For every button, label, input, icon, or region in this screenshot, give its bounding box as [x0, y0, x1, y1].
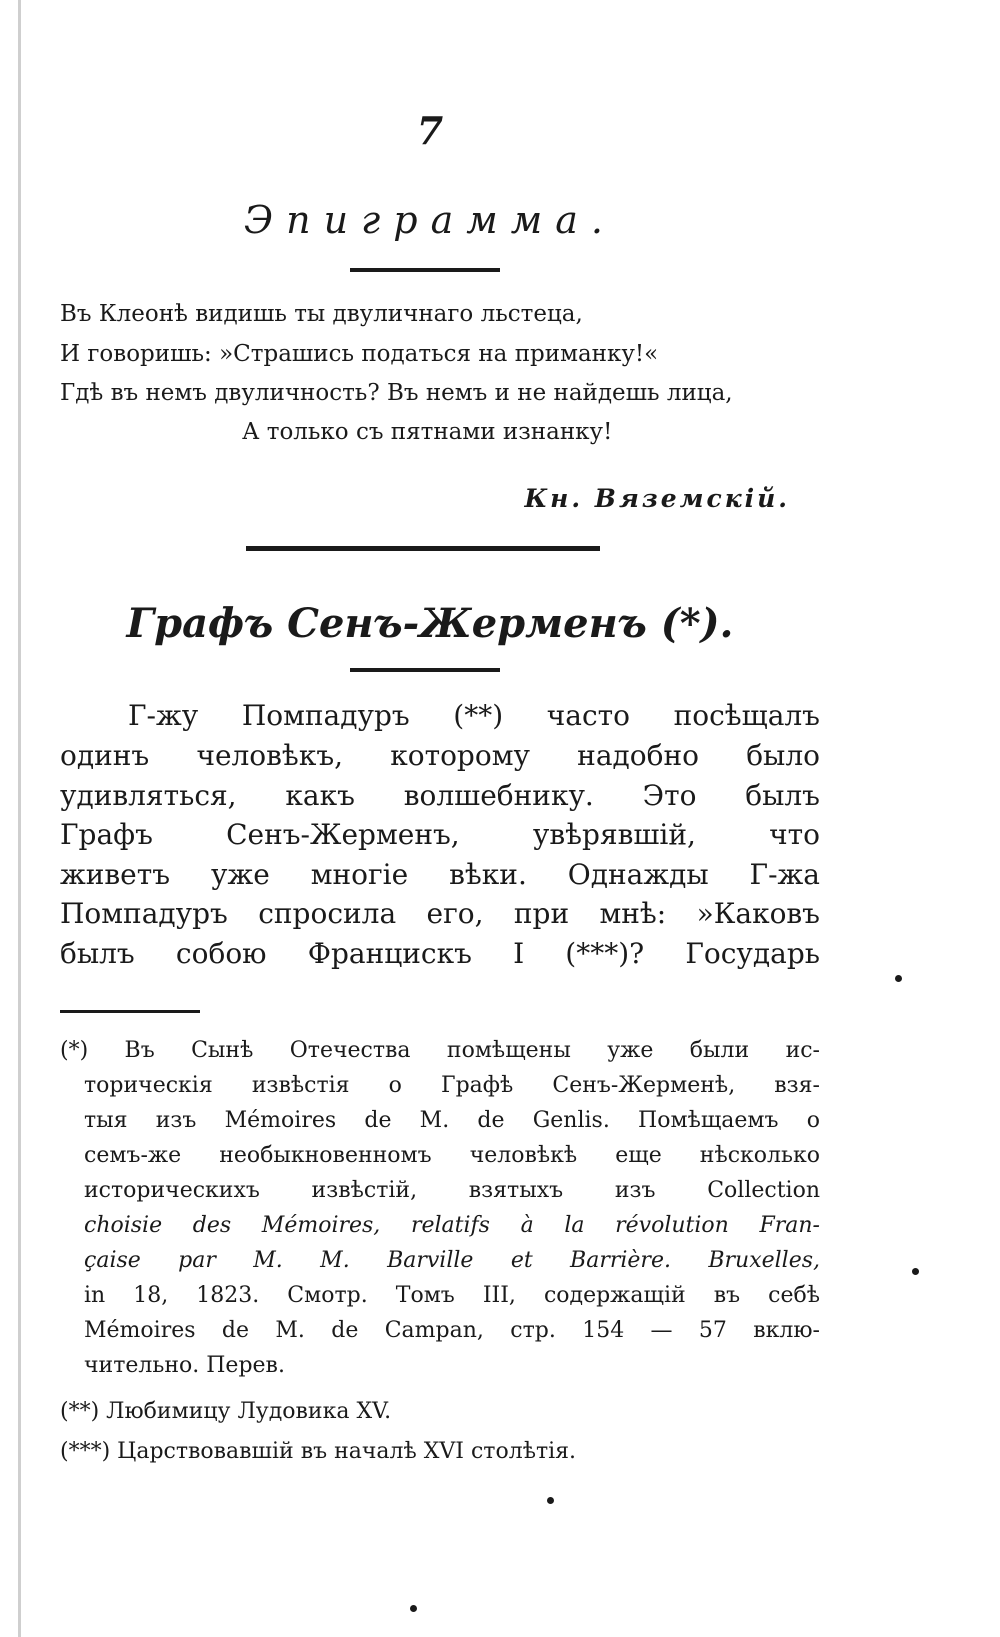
footnote-line: (*) Въ Сынѣ Отечества помѣщены уже были ис- — [60, 1038, 820, 1063]
footnote-line: (***) Царствовавшій въ началѣ XVI столѣтія. — [60, 1439, 577, 1464]
scan-speck — [895, 975, 902, 982]
article-line: Помпадуръ спросила его, при мнѣ: »Каковъ — [60, 897, 820, 930]
article-title-rule — [350, 668, 500, 672]
epigram-title-rule — [350, 268, 500, 272]
footnote-line: семъ-же необыкновенномъ человѣкѣ еще нѣсколько — [84, 1143, 820, 1168]
article-line: былъ собою Францискъ I (***)? Государь — [60, 937, 820, 970]
epigram-line: Гдѣ въ немъ двуличность? Въ немъ и не найдешь лица, — [60, 380, 733, 406]
epigram-title: Эпиграмма. — [244, 198, 616, 242]
epigram-line: Въ Клеонѣ видишь ты двуличнаго льстеца, — [60, 301, 583, 327]
page-number: 7 — [416, 108, 444, 153]
footnote-line: choisie des Mémoires, relatifs à la révolution Fran- — [84, 1213, 820, 1238]
article-line: Графъ Сенъ-Жерменъ, увѣрявшій, что — [60, 818, 820, 851]
footnote-line: чительно. Перев. — [84, 1353, 285, 1378]
article-line: живетъ уже многіе вѣки. Однажды Г-жа — [60, 858, 820, 891]
section-divider — [246, 546, 600, 551]
page-edge — [18, 0, 21, 1637]
article-line: одинъ человѣкъ, которому надобно было — [60, 739, 820, 772]
scan-speck — [410, 1605, 417, 1612]
footnote-line: çaise par M. M. Barville et Barrière. Bruxelles, — [84, 1248, 820, 1273]
footnote-line: (**) Любимицу Лудовика XV. — [60, 1399, 392, 1424]
scan-speck — [547, 1497, 554, 1504]
footnote-line: тыя изъ Mémoires de M. de Genlis. Помѣщаемъ о — [84, 1108, 820, 1133]
epigram-line: А только съ пятнами изнанку! — [242, 419, 613, 445]
footnote-line: историческихъ извѣстій, взятыхъ изъ Collection — [84, 1178, 820, 1203]
footnote-line: in 18, 1823. Смотр. Томъ III, содержащій въ себѣ — [84, 1283, 820, 1308]
footnote-line: торическія извѣстія о Графѣ Сенъ-Жерменѣ, взя- — [84, 1073, 820, 1098]
article-line: Г-жу Помпадуръ (**) часто посѣщалъ — [128, 699, 820, 732]
footnote-separator — [60, 1010, 200, 1013]
article-title: Графъ Сенъ-Жерменъ (*). — [126, 600, 734, 647]
epigram-author: Кн. Вяземскій. — [524, 484, 790, 513]
article-line: удивляться, какъ волшебнику. Это былъ — [60, 779, 820, 812]
epigram-line: И говоришь: »Страшись податься на приманку!« — [60, 341, 659, 367]
footnote-line: Mémoires de M. de Campan, стр. 154 — 57 вклю- — [84, 1318, 820, 1343]
scan-speck — [912, 1268, 919, 1275]
